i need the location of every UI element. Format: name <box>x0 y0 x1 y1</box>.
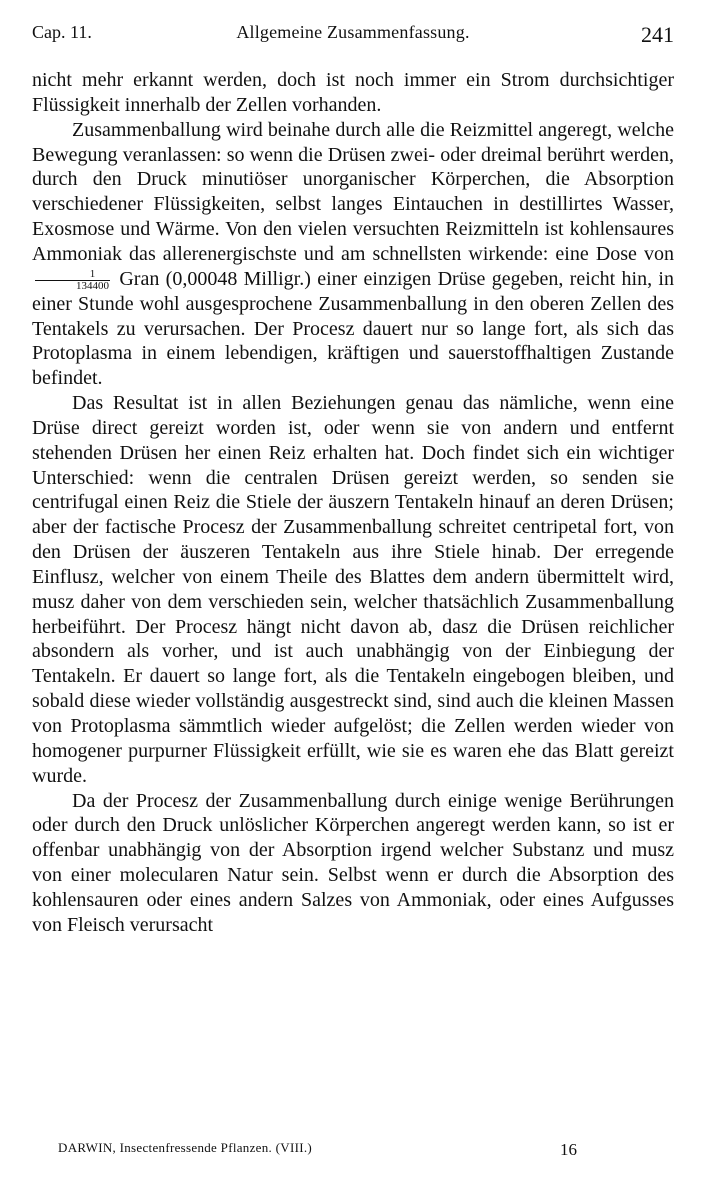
signature-line: DARWIN, Insectenfressende Pflanzen. (VIII.) <box>58 1140 313 1155</box>
paragraph-4: Da der Procesz der Zusammenballung durch einige wenige Berührungen oder durch den Druck unlöslicher Körperchen angeregt werden kann, so ist er offenbar unabhängig von der Absorption irgend welcher Substanz und musz von einer molecularen Natur sein. Selbst wenn er durch die Absorption des kohlensauren oder eines andern Salzes von Ammoniak, oder eines Aufgusses von Fleisch verursacht <box>32 789 674 936</box>
fraction-numerator: 1 <box>35 269 110 281</box>
paragraph-2 <box>32 118 674 391</box>
paragraph-2-text-before: Zusammenballung wird beinahe durch alle die Reizmittel angeregt, welche Bewegung veranlassen: so wenn die Drüsen zwei- oder dreimal berührt werden, durch den Druck minutiöser unorganischer Körperchen, die Absorption verschiedener Flüssigkeiten, selbst langes Eintauchen in destillirtes Wasser, Exosmose und Wärme. Von den vielen versuchten Reizmitteln ist kohlensaures Ammoniak das allerenergischste und am schnellsten wirkende: eine Dose von <box>32 118 674 265</box>
paragraph-3: Das Resultat ist in allen Beziehungen genau das nämliche, wenn eine Drüse direct gereizt worden ist, oder wenn sie von andern und entfernt stehenden Drüsen her einen Reiz erhalten hat. Doch findet sich ein wichtiger Unterschied: wenn die centralen Drüsen gereizt werden, so senden sie centrifugal einen Reiz die Stiele der äuszern Tentakeln hinauf an deren Drüsen; aber der factische Procesz der Zusammenballung schreitet centripetal fort, von den Drüsen der äuszeren Tentakeln aus ihre Stiele hinab. Der erregende Einflusz, welcher von einem Theile des Blattes dem andern übermittelt wird, musz daher von dem verschieden sein, welcher thatsächlich Zusammenballung herbeiführt. Der Procesz hängt nicht davon ab, dasz die Drüsen reichlicher absondern als vorher, und ist auch unabhängig von der Einbiegung der Tentakeln. Er dauert so lange fort, als die Tentakeln eingebogen bleiben, und sobald diese wieder vollständig ausgestreckt sind, sind auch die kleinen Massen von Protoplasma sämmtlich wieder aufgelöst; die Zellen werden wieder von homogener purpurner Flüssigkeit erfüllt, wie sie es waren ehe das Blatt gereizt wurde. <box>32 392 674 787</box>
sheet-number: 16 <box>560 1140 577 1159</box>
fraction-denominator: 134400 <box>76 279 109 292</box>
dose-fraction <box>35 269 110 292</box>
page-number: 241 <box>641 22 674 47</box>
body-text <box>32 68 674 938</box>
page-footer <box>32 1140 674 1164</box>
paragraph-2-text-after: Gran (0,00048 Milligr.) einer einzigen Drüse gegeben, reicht hin, in einer Stunde wohl ausgesprochene Zusammenballung in den oberen Zellen des Tentakels zu verursachen. Der Procesz dauert nur so lange fort, als sich das Protoplasma in einem lebendigen, kräftigen und sauerstoffhaltigen Zustande befindet. <box>32 267 674 390</box>
chapter-label: Cap. 11. <box>32 22 92 42</box>
running-title: Allgemeine Zusammenfassung. <box>236 22 470 42</box>
running-header <box>32 22 674 52</box>
paragraph-1: nicht mehr erkannt werden, doch ist noch immer ein Strom durchsichtiger Flüssigkeit innerhalb der Zellen vorhanden. <box>32 69 674 116</box>
